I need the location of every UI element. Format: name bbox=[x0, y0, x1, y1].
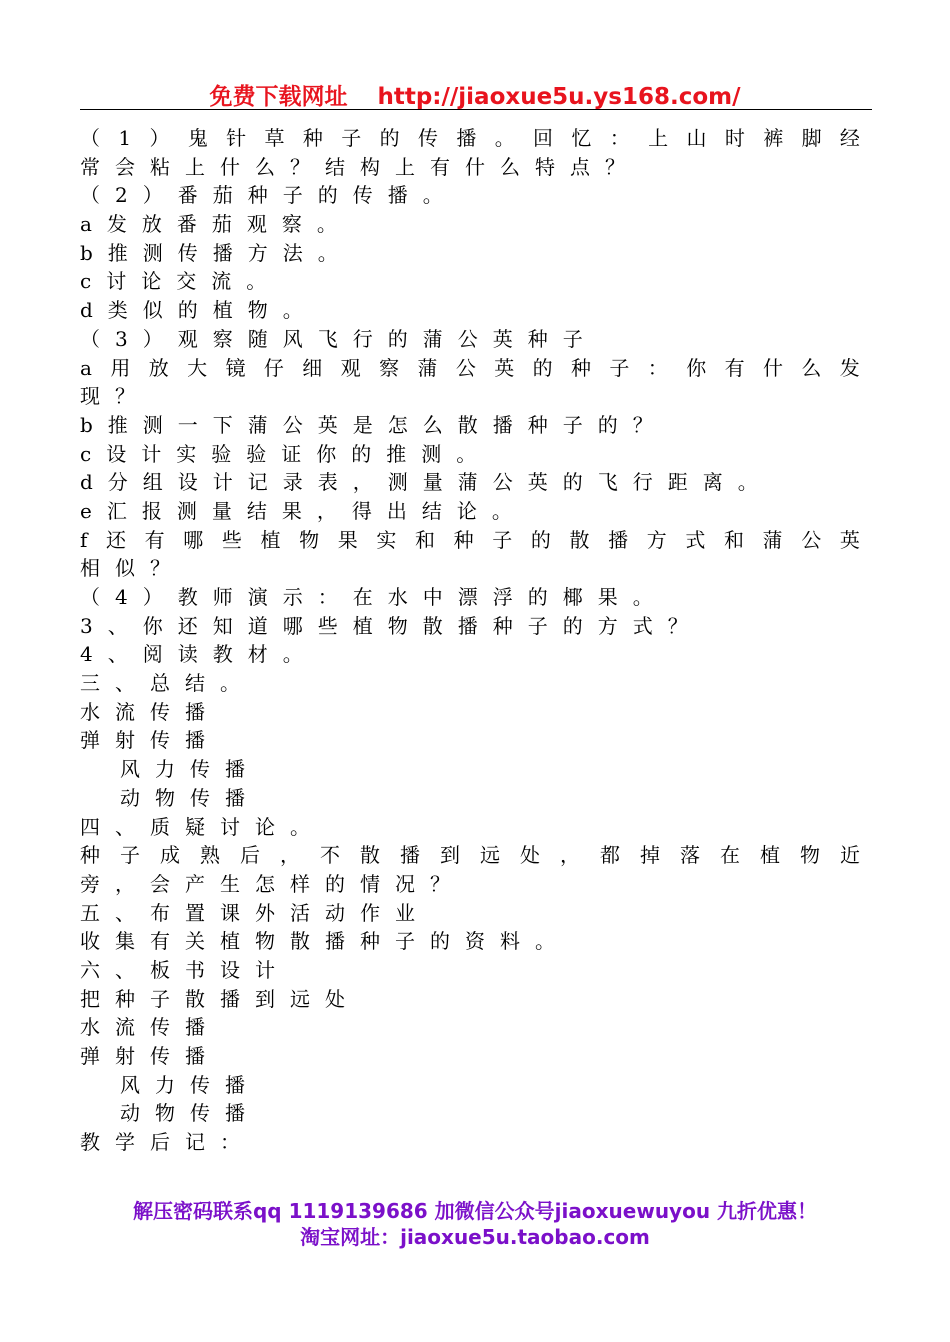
text-char: 的 bbox=[532, 355, 553, 380]
text-line: b推测一下蒲公英是怎么散播种子的？ bbox=[80, 412, 668, 437]
text-char: （ bbox=[80, 126, 100, 150]
text-char: ， bbox=[280, 843, 300, 868]
text-char: 物 bbox=[299, 527, 320, 552]
text-char: 蒲 bbox=[762, 527, 783, 552]
text-line: （3）观察随风飞行的蒲公英种子 bbox=[80, 326, 598, 351]
text-line: b推测传播方法。 bbox=[80, 240, 353, 265]
text-char: 观 bbox=[340, 355, 361, 380]
text-line: 旁，会产生怎样的情况？ bbox=[80, 871, 465, 896]
text-char: 和 bbox=[724, 527, 745, 552]
text-char: 都 bbox=[600, 843, 620, 868]
text-char: ， bbox=[560, 843, 580, 868]
text-line: 风力传播 bbox=[120, 1072, 260, 1097]
text-char: 果 bbox=[337, 527, 358, 552]
header-banner bbox=[0, 78, 950, 111]
text-char: 英 bbox=[839, 527, 860, 552]
text-char: 脚 bbox=[801, 126, 822, 150]
text-line: d分组设计记录表，测量蒲公英的飞行距离。 bbox=[80, 470, 773, 495]
text-char: 成 bbox=[160, 843, 180, 868]
text-line bbox=[80, 124, 860, 153]
footer-contact-line: 解压密码联系qq 1119139686 加微信公众号jiaoxuewuyou 九折优惠！ bbox=[132, 1199, 818, 1223]
text-char: 植 bbox=[760, 843, 780, 868]
text-char: ： bbox=[647, 355, 668, 380]
text-line: a发放番茄观察。 bbox=[80, 212, 352, 237]
text-char: 在 bbox=[720, 843, 740, 868]
text-line: 四、质疑讨论。 bbox=[80, 814, 325, 839]
text-char: 种 bbox=[80, 843, 100, 868]
text-char: 种 bbox=[453, 527, 474, 552]
text-line: 五、布置课外活动作业 bbox=[80, 900, 430, 925]
text-line: e汇报测量结果，得出结论。 bbox=[80, 498, 527, 523]
text-char: 的 bbox=[530, 527, 551, 552]
text-char: 1 bbox=[118, 126, 132, 150]
text-line: 三、总结。 bbox=[80, 671, 255, 696]
document-body bbox=[80, 124, 860, 1157]
text-line: d类似的植物。 bbox=[80, 298, 318, 323]
text-char: ） bbox=[149, 126, 170, 150]
text-char: 仔 bbox=[263, 355, 284, 380]
text-line: 动物传播 bbox=[120, 1101, 260, 1126]
text-line: 收集有关植物散播种子的资料。 bbox=[80, 929, 570, 954]
text-char: 到 bbox=[440, 843, 460, 868]
text-char: 上 bbox=[648, 126, 669, 150]
text-char: 有 bbox=[724, 355, 745, 380]
text-char: 播 bbox=[608, 527, 629, 552]
text-line: 水流传播 bbox=[80, 1015, 220, 1040]
text-char: 察 bbox=[379, 355, 400, 380]
text-char: 掉 bbox=[640, 843, 660, 868]
text-char: 英 bbox=[494, 355, 515, 380]
text-line: 现？ bbox=[80, 384, 150, 409]
text-char: 传 bbox=[417, 126, 438, 150]
text-char: 不 bbox=[320, 843, 340, 868]
text-line: 相似？ bbox=[80, 556, 185, 581]
text-char: 裤 bbox=[763, 126, 784, 150]
text-char: 近 bbox=[840, 843, 860, 868]
text-char: 。 bbox=[494, 126, 515, 150]
text-char: 有 bbox=[144, 527, 165, 552]
text-char: 时 bbox=[724, 126, 745, 150]
text-char: 物 bbox=[800, 843, 820, 868]
text-char: 播 bbox=[400, 843, 420, 868]
text-line: （4）教师演示：在水中漂浮的椰果。 bbox=[80, 585, 668, 609]
text-line: 水流传播 bbox=[80, 699, 220, 724]
text-char: 播 bbox=[456, 126, 477, 150]
text-char: ： bbox=[609, 126, 630, 150]
text-char: 细 bbox=[302, 355, 323, 380]
text-char: 回 bbox=[533, 126, 554, 150]
text-char: 后 bbox=[240, 843, 260, 868]
text-char: 散 bbox=[360, 843, 380, 868]
text-char: 用 bbox=[110, 355, 131, 380]
text-char: 和 bbox=[415, 527, 436, 552]
text-char: 公 bbox=[455, 355, 476, 380]
text-char: 放 bbox=[148, 355, 169, 380]
text-char: 哪 bbox=[183, 527, 204, 552]
text-char: 实 bbox=[376, 527, 397, 552]
text-char: 鬼 bbox=[187, 126, 208, 150]
text-char: 忆 bbox=[571, 126, 592, 150]
text-char: 子 bbox=[120, 843, 140, 868]
text-char: 什 bbox=[762, 355, 783, 380]
text-line: （2）番茄种子的传播。 bbox=[80, 183, 458, 208]
text-line: 弹射传播 bbox=[80, 1044, 220, 1068]
text-char: 大 bbox=[187, 355, 208, 380]
text-char: 方 bbox=[646, 527, 667, 552]
text-line bbox=[80, 354, 860, 383]
text-char: 式 bbox=[685, 527, 706, 552]
footer-banner bbox=[0, 1198, 950, 1250]
text-char: a bbox=[80, 355, 92, 380]
text-line bbox=[80, 841, 860, 870]
text-char: 还 bbox=[106, 527, 127, 552]
text-char: 么 bbox=[801, 355, 822, 380]
text-line: 把种子散播到远处 bbox=[80, 986, 360, 1011]
text-line: 3、你还知道哪些植物散播种子的方式？ bbox=[80, 613, 703, 638]
text-char: 些 bbox=[221, 527, 242, 552]
text-line bbox=[80, 526, 860, 555]
text-char: 公 bbox=[801, 527, 822, 552]
text-char: 落 bbox=[680, 843, 700, 868]
text-line: 教学后记： bbox=[80, 1130, 255, 1155]
text-line: c设计实验验证你的推测。 bbox=[80, 441, 492, 466]
text-char: 子 bbox=[492, 527, 513, 552]
text-char: 经 bbox=[839, 126, 860, 150]
text-char: 草 bbox=[264, 126, 285, 150]
text-char: 植 bbox=[260, 527, 281, 552]
text-line: 六、板书设计 bbox=[80, 957, 290, 982]
text-char: 发 bbox=[839, 355, 860, 380]
header-divider bbox=[80, 109, 872, 110]
text-line: 常会粘上什么？结构上有什么特点？ bbox=[80, 154, 640, 179]
text-char: 种 bbox=[302, 126, 323, 150]
header-url-link[interactable]: http://jiaoxue5u.ys168.com/ bbox=[377, 84, 741, 110]
text-char: 的 bbox=[379, 126, 400, 150]
text-char: f bbox=[80, 527, 88, 552]
text-char: 山 bbox=[686, 126, 707, 150]
text-char: 处 bbox=[520, 843, 540, 868]
text-char: 子 bbox=[341, 126, 362, 150]
footer-taobao-line[interactable]: 淘宝网址：jiaoxue5u.taobao.com bbox=[300, 1225, 650, 1249]
text-line: c讨论交流。 bbox=[80, 269, 282, 294]
header-label: 免费下载网址 bbox=[209, 84, 348, 110]
text-line: 风力传播 bbox=[120, 757, 260, 782]
text-char: 远 bbox=[480, 843, 500, 868]
text-char: 种 bbox=[571, 355, 592, 380]
text-line: 动物传播 bbox=[120, 785, 260, 810]
text-line: 弹射传播 bbox=[80, 728, 220, 753]
text-char: 散 bbox=[569, 527, 590, 552]
text-char: 你 bbox=[686, 355, 707, 380]
text-char: 蒲 bbox=[417, 355, 438, 380]
text-char: 镜 bbox=[225, 355, 246, 380]
text-line: 4、阅读教材。 bbox=[80, 642, 318, 667]
text-char: 针 bbox=[226, 126, 247, 150]
text-char: 熟 bbox=[200, 843, 220, 868]
text-char: 子 bbox=[609, 355, 630, 380]
